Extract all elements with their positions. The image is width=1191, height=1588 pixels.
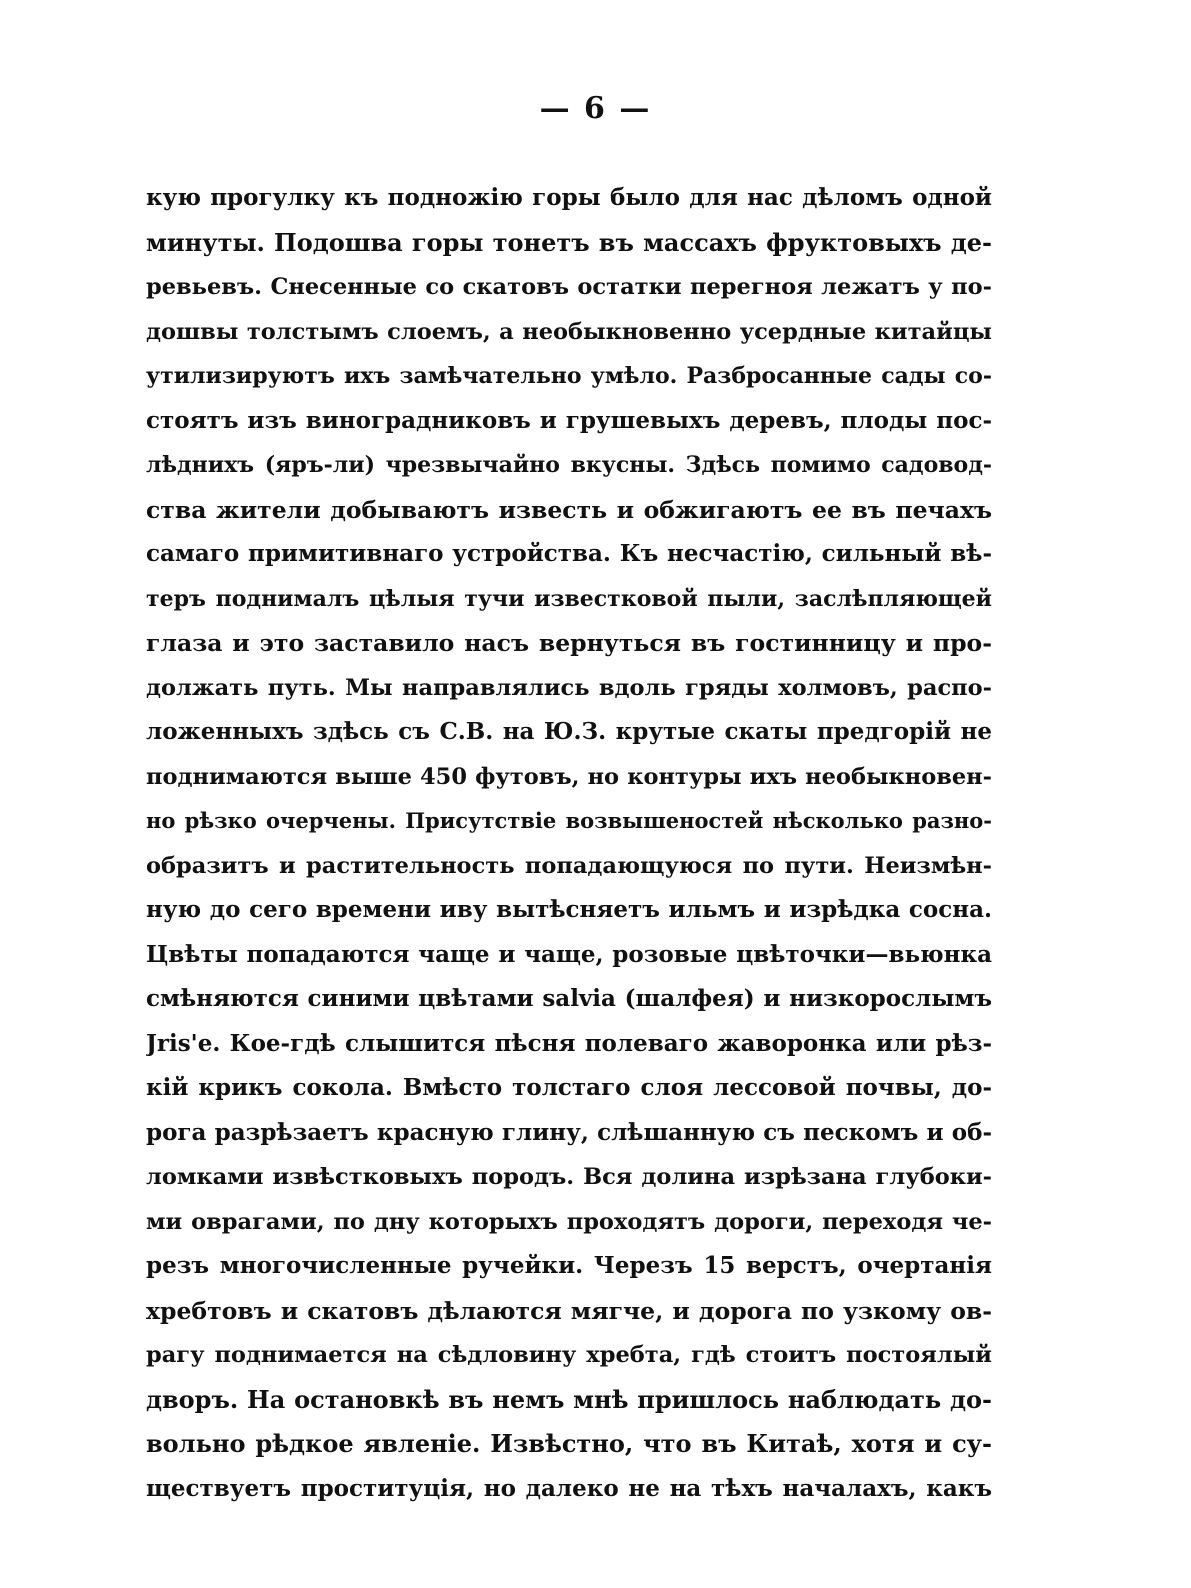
text-line: самаго примитивнаго устройства. Къ несчастію, сильный вѣ-: [146, 540, 992, 567]
text-line: ществуетъ проституція, но далеко не на тѣхъ началахъ, какъ: [146, 1474, 992, 1502]
text-line: дворъ. На остановкѣ въ немъ мнѣ пришлось наблюдать до-: [146, 1384, 992, 1414]
text-line: утилизируютъ ихъ замѣчательно умѣло. Разбросанные сады со-: [146, 363, 992, 389]
text-line: теръ поднималъ цѣлыя тучи известковой пыли, заслѣпляющей: [146, 585, 992, 612]
text-line: глаза и это заставило насъ вернуться въ гостинницу и про-: [146, 629, 992, 657]
text-line: ную до сего времени иву вытѣсняетъ ильмъ и изрѣдка сосна.: [146, 896, 992, 923]
text-line: смѣняются синими цвѣтами salvia (шалфея) и низкорослымъ: [146, 985, 992, 1012]
text-line: минуты. Подошва горы тонетъ въ массахъ фруктовыхъ де-: [146, 227, 992, 257]
text-line: кую прогулку къ подножію горы было для нас дѣломъ одной: [146, 184, 992, 211]
text-line: хребтовъ и скатовъ дѣлаются мягче, и дорога по узкому ов-: [146, 1296, 992, 1325]
text-line: Jris'е. Кое-гдѣ слышится пѣсня полеваго жаворонка или рѣз-: [146, 1029, 992, 1057]
text-line: образитъ и растительность попадающуюся по пути. Неизмѣн-: [146, 852, 992, 879]
text-line: вольно рѣдкое явленіе. Извѣстно, что въ Китаѣ, хотя и су-: [146, 1429, 992, 1458]
text-line: дошвы толстымъ слоемъ, а необыкновенно усердные китайцы: [146, 318, 992, 345]
text-line: Цвѣты попадаются чаще и чаще, розовые цвѣточки—вьюнка: [146, 940, 992, 968]
text-line: ревьевъ. Снесенные со скатовъ остатки перегноя лежатъ у по-: [146, 274, 992, 300]
text-line: ложенныхъ здѣсь съ С.В. на Ю.З. крутые скаты предгорій не: [146, 718, 992, 745]
text-line: ми оврагами, по дну которыхъ проходятъ дороги, переходя че-: [146, 1208, 992, 1235]
text-line: должать путь. Мы направлялись вдоль гряды холмовъ, распо-: [146, 674, 992, 701]
text-line: ломками извѣстковыхъ породъ. Вся долина изрѣзана глубоки-: [146, 1164, 992, 1190]
text-line: но рѣзко очерчены. Присутствіе возвышеностей нѣсколько разно-: [146, 808, 992, 833]
text-line: кій крикъ сокола. Вмѣсто толстаго слоя лессовой почвы, до-: [146, 1074, 992, 1101]
text-line: поднимаются выше 450 футовъ, но контуры ихъ необыкновен-: [146, 763, 992, 790]
text-line: рагу поднимается на сѣдловину хребта, гдѣ стоитъ постоялый: [146, 1342, 992, 1368]
text-line: резъ многочисленные ручейки. Черезъ 15 верстъ, очертанія: [146, 1252, 992, 1279]
text-line: рога разрѣзаетъ красную глину, слѣшанную съ пескомъ и об-: [146, 1118, 992, 1146]
page-number: — 6 —: [539, 91, 652, 126]
text-line: лѣднихъ (яръ-ли) чрезвычайно вкусны. Здѣсь помимо садовод-: [146, 452, 992, 478]
text-line: стоятъ изъ виноградниковъ и грушевыхъ деревъ, плоды пос-: [146, 406, 992, 434]
body-text: [146, 176, 992, 1511]
text-line: ства жители добываютъ известь и обжигаютъ ее въ печахъ: [146, 495, 992, 524]
